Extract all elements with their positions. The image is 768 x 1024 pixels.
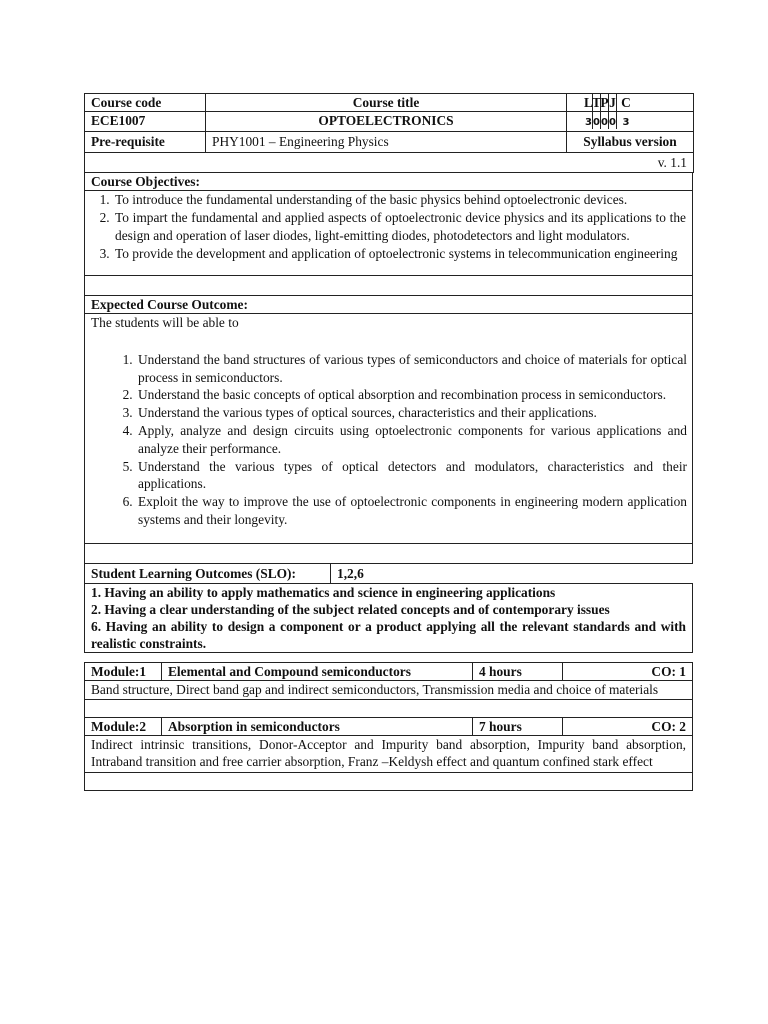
ltpjc-value-p: 0: [601, 117, 608, 128]
course-header-table: [84, 93, 694, 173]
prerequisite-value: PHY1001 – Engineering Physics: [206, 132, 567, 153]
course-title-label: Course title: [206, 94, 567, 112]
module-2-hours: 7 hours: [473, 717, 563, 735]
outcome-item: 1. Understand the band structures of various types of semiconductors and choice of materials for optical process in semiconductors.: [136, 351, 687, 387]
ltpjc-header: [567, 94, 694, 112]
objective-item: 3. To provide the development and application of optoelectronic systems in telecommunication engineering: [113, 245, 686, 263]
module-2-label: Module:2: [85, 717, 162, 735]
module-1-hours: 4 hours: [473, 662, 563, 680]
objectives-body: [85, 191, 693, 276]
slo-table: [84, 563, 693, 653]
slo-item: 1. Having an ability to apply mathematics and science in engineering applications: [91, 584, 556, 600]
syllabus-page: [84, 93, 694, 791]
ltpjc-label-l: L: [584, 95, 593, 110]
objectives-table: [84, 172, 693, 296]
slo-value: 1,2,6: [331, 563, 693, 583]
objectives-list: [91, 191, 686, 263]
syllabus-version-label: Syllabus version: [567, 132, 694, 153]
module-2-title: Absorption in semiconductors: [162, 717, 473, 735]
outcome-item: 6. Exploit the way to improve the use of optoelectronic components in engineering modern application systems and their longevity.: [136, 493, 687, 529]
outcome-item: 3. Understand the various types of optical sources, characteristics and their applications.: [136, 404, 687, 422]
ltpjc-labels: [584, 94, 693, 111]
module-1-title: Elemental and Compound semiconductors: [162, 662, 473, 680]
ltpjc-label-p: P: [600, 95, 609, 110]
module-1-content: Band structure, Direct band gap and indirect semiconductors, Transmission media and choice of materials: [85, 680, 693, 699]
objective-item: 1. To introduce the fundamental understanding of the basic physics behind optoelectronic devices.: [113, 191, 686, 209]
outcomes-list: [91, 351, 687, 529]
outcome-item: 4. Apply, analyze and design circuits using optoelectronic components for various applications and analyze their performance.: [136, 422, 687, 458]
ltpjc-value-t: 0: [593, 117, 600, 128]
module-1-label: Module:1: [85, 662, 162, 680]
syllabus-version-value: v. 1.1: [85, 153, 694, 173]
outcomes-intro: The students will be able to: [91, 315, 239, 330]
ltpjc-value-j: 0: [609, 117, 616, 128]
spacer-row: [85, 699, 693, 717]
ltpjc-values: [584, 112, 693, 131]
objective-item: 2. To impart the fundamental and applied aspects of optoelectronic device physics and its applications to the design and operation of laser diodes, light-emitting diodes, photodetectors and light modulators.: [113, 209, 686, 245]
course-code-label: Course code: [85, 94, 206, 112]
ltpjc-value-c: 3: [622, 117, 630, 128]
course-code: ECE1007: [85, 112, 206, 132]
outcome-item: 2. Understand the basic concepts of optical absorption and recombination process in semiconductors.: [136, 386, 687, 404]
ltpjc-label-c: C: [621, 95, 631, 110]
module-1-co: CO: 1: [563, 662, 693, 680]
slo-list: [85, 583, 693, 652]
module-2-table: [84, 717, 693, 791]
spacer-row: [85, 772, 693, 790]
slo-label: Student Learning Outcomes (SLO):: [85, 563, 331, 583]
spacer-row: [85, 276, 693, 296]
course-title: OPTOELECTRONICS: [206, 112, 567, 132]
ltpjc-values-cell: [567, 112, 694, 132]
outcomes-title: Expected Course Outcome:: [85, 296, 693, 314]
outcomes-table: [84, 295, 693, 564]
slo-item: 6. Having an ability to design a component or a product applying all the relevant standards and with realistic constraints.: [91, 618, 686, 651]
module-1-table: [84, 662, 693, 718]
prerequisite-label: Pre-requisite: [85, 132, 206, 153]
spacer-row: [85, 543, 693, 563]
slo-item: 2. Having a clear understanding of the subject related concepts and of contemporary issues: [91, 601, 610, 617]
ltpjc-label-j: J: [609, 95, 616, 110]
outcomes-body: [85, 314, 693, 544]
objectives-title: Course Objectives:: [85, 173, 693, 191]
module-2-content: Indirect intrinsic transitions, Donor-Acceptor and Impurity band absorption, Impurity band absorption, Intraband transition and free carrier absorption, Franz –Keldysh effect and quantum confined stark effect: [85, 735, 693, 772]
outcome-item: 5. Understand the various types of optical detectors and modulators, characteristics and their applications.: [136, 458, 687, 494]
ltpjc-value-l: 3: [585, 117, 592, 128]
ltpjc-label-t: T: [592, 95, 601, 110]
module-2-co: CO: 2: [563, 717, 693, 735]
